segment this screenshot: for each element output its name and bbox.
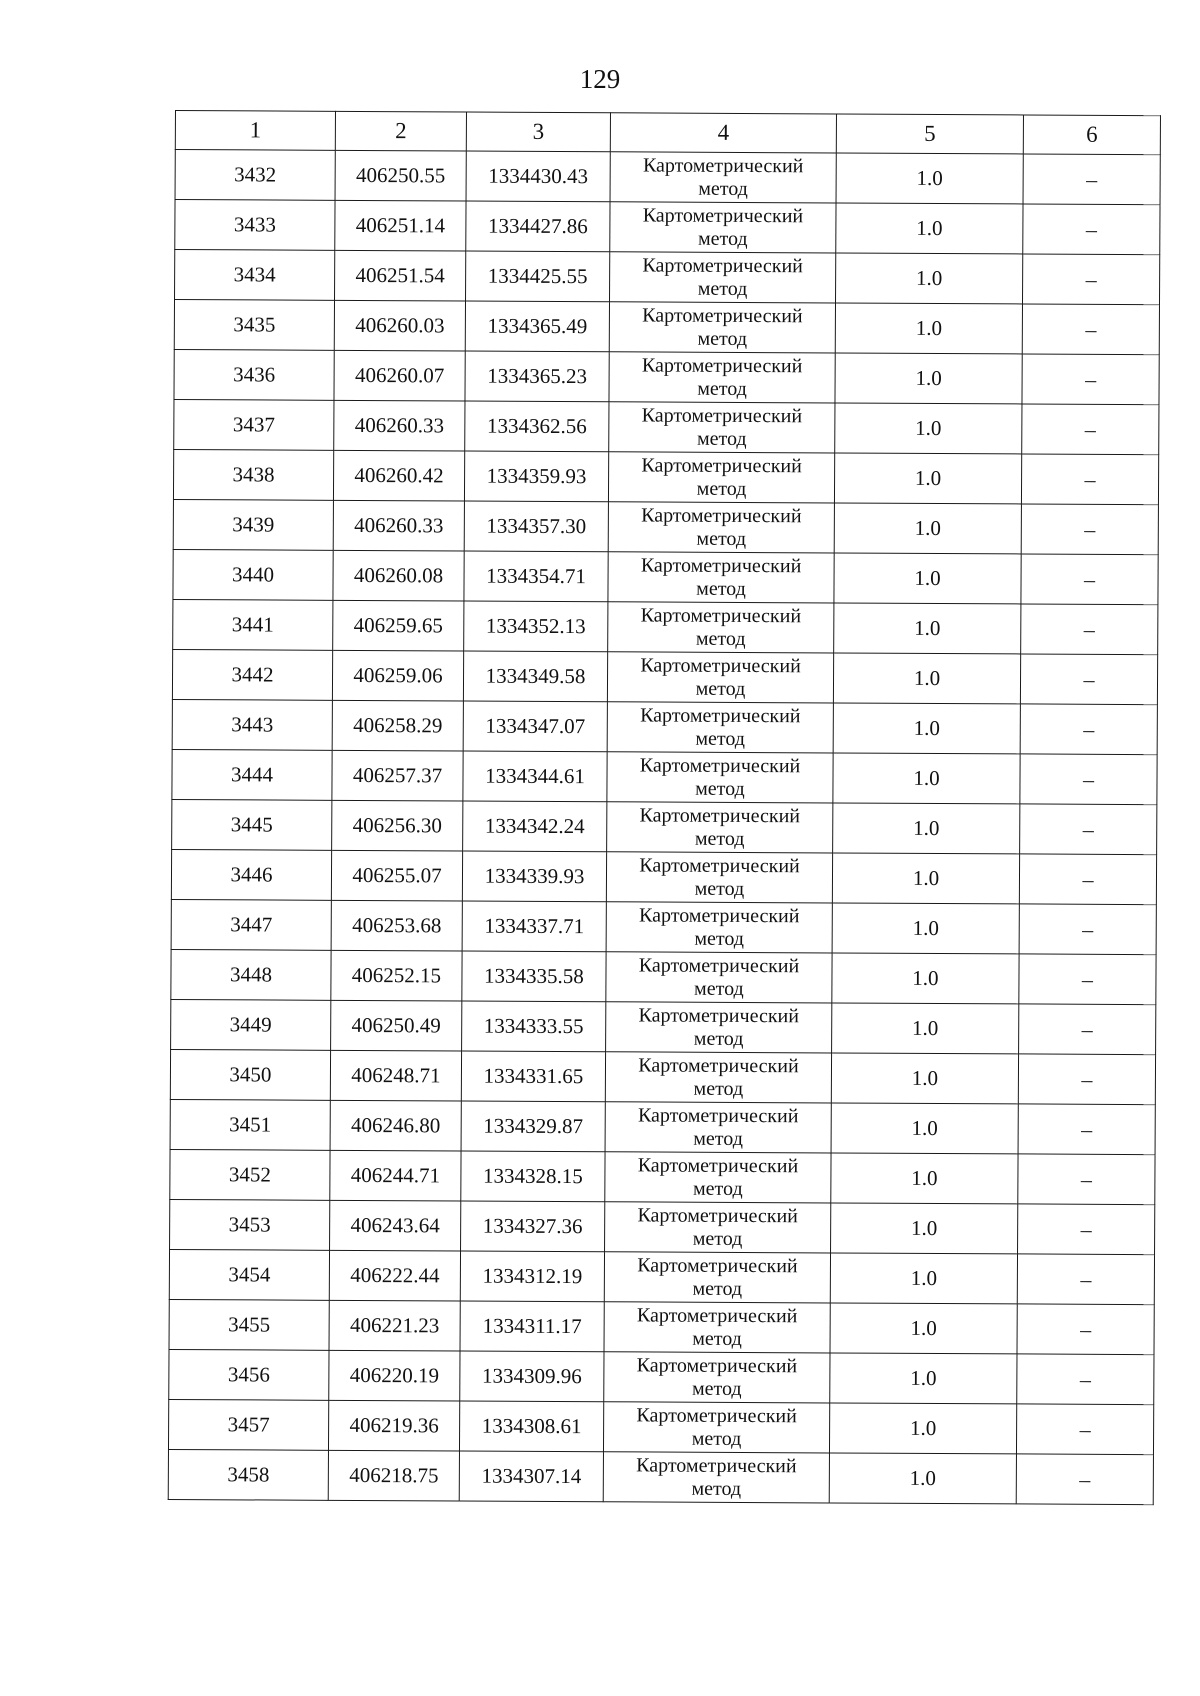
accuracy-cell: 1.0 bbox=[835, 403, 1022, 454]
accuracy-cell: 1.0 bbox=[831, 1153, 1018, 1204]
method-line-2: метод bbox=[691, 1377, 742, 1400]
table-row bbox=[170, 1149, 1155, 1204]
method-cell bbox=[604, 1252, 830, 1303]
method-cell bbox=[603, 1402, 829, 1453]
table-row bbox=[168, 1449, 1153, 1504]
point-number-cell: 3457 bbox=[168, 1399, 328, 1450]
method-line-2: метод bbox=[695, 727, 746, 750]
point-number-cell: 3437 bbox=[174, 399, 334, 450]
note-cell: – bbox=[1021, 454, 1158, 505]
header-col-4: 4 bbox=[610, 113, 836, 153]
method-line-1: Картометрический bbox=[637, 1153, 799, 1177]
y-coordinate-cell: 1334327.36 bbox=[461, 1201, 605, 1252]
point-number-cell: 3456 bbox=[169, 1349, 329, 1400]
page-number: 129 bbox=[579, 64, 621, 94]
method-cell bbox=[604, 1302, 830, 1353]
method-line-1: Картометрический bbox=[638, 953, 800, 977]
point-number-cell: 3435 bbox=[174, 300, 334, 351]
accuracy-cell: 1.0 bbox=[832, 953, 1019, 1004]
y-coordinate-cell: 1334347.07 bbox=[463, 701, 607, 752]
method-cell bbox=[608, 452, 834, 503]
table-row bbox=[168, 1399, 1153, 1454]
note-cell: – bbox=[1022, 254, 1159, 305]
table-row bbox=[172, 749, 1157, 804]
table-header-row bbox=[175, 111, 1160, 155]
point-number-cell: 3441 bbox=[173, 599, 333, 650]
x-coordinate-cell: 406250.55 bbox=[335, 150, 466, 201]
method-cell bbox=[605, 1202, 831, 1253]
table-row bbox=[171, 999, 1156, 1054]
method-line-2: метод bbox=[693, 1027, 744, 1050]
table-row bbox=[169, 1299, 1154, 1354]
accuracy-cell: 1.0 bbox=[829, 1453, 1016, 1504]
point-number-cell: 3447 bbox=[171, 899, 331, 950]
method-cell bbox=[607, 752, 833, 803]
method-line-1: Картометрический bbox=[639, 853, 800, 877]
table-body bbox=[168, 150, 1160, 1505]
point-number-cell: 3440 bbox=[173, 549, 333, 600]
accuracy-cell: 1.0 bbox=[833, 803, 1020, 854]
note-cell: – bbox=[1018, 1054, 1155, 1105]
note-cell: – bbox=[1017, 1304, 1154, 1355]
point-number-cell: 3443 bbox=[172, 699, 332, 750]
note-cell: – bbox=[1019, 1004, 1156, 1055]
note-cell: – bbox=[1020, 754, 1157, 805]
method-line-2: метод bbox=[695, 777, 745, 800]
x-coordinate-cell: 406246.80 bbox=[330, 1100, 461, 1151]
point-number-cell: 3442 bbox=[172, 649, 332, 700]
x-coordinate-cell: 406219.36 bbox=[328, 1400, 459, 1451]
point-number-cell: 3455 bbox=[169, 1299, 329, 1350]
accuracy-cell: 1.0 bbox=[830, 1353, 1017, 1404]
y-coordinate-cell: 1334365.23 bbox=[465, 351, 609, 402]
note-cell: – bbox=[1023, 204, 1160, 255]
point-number-cell: 3436 bbox=[174, 349, 334, 400]
x-coordinate-cell: 406260.33 bbox=[333, 500, 464, 551]
method-line-2: метод bbox=[696, 577, 746, 600]
point-number-cell: 3445 bbox=[172, 799, 332, 850]
y-coordinate-cell: 1334425.55 bbox=[466, 251, 610, 302]
x-coordinate-cell: 406259.06 bbox=[332, 650, 463, 701]
y-coordinate-cell: 1334342.24 bbox=[463, 801, 607, 852]
method-line-2: метод bbox=[692, 1277, 743, 1300]
method-line-2: метод bbox=[696, 477, 747, 500]
accuracy-cell: 1.0 bbox=[832, 1003, 1019, 1054]
header-col-2: 2 bbox=[335, 111, 466, 151]
table-row bbox=[172, 699, 1157, 754]
table-row bbox=[174, 349, 1159, 404]
table-row bbox=[169, 1349, 1154, 1404]
method-line-2: метод bbox=[695, 677, 746, 700]
method-cell bbox=[610, 252, 836, 303]
method-cell bbox=[607, 702, 833, 753]
point-number-cell: 3453 bbox=[170, 1199, 330, 1250]
x-coordinate-cell: 406248.71 bbox=[330, 1050, 461, 1101]
header-col-3: 3 bbox=[466, 112, 610, 152]
table-row bbox=[170, 1099, 1155, 1154]
method-line-2: метод bbox=[692, 1227, 743, 1250]
y-coordinate-cell: 1334430.43 bbox=[466, 151, 610, 202]
note-cell: – bbox=[1021, 554, 1158, 605]
y-coordinate-cell: 1334309.96 bbox=[460, 1351, 604, 1402]
table-row bbox=[171, 849, 1156, 904]
x-coordinate-cell: 406243.64 bbox=[330, 1200, 461, 1251]
note-cell: – bbox=[1022, 304, 1159, 355]
coordinates-table bbox=[168, 110, 1161, 1505]
point-number-cell: 3439 bbox=[173, 499, 333, 550]
method-line-2: метод bbox=[694, 877, 745, 900]
table-row bbox=[173, 499, 1158, 554]
method-line-1: Картометрический bbox=[640, 603, 802, 627]
accuracy-cell: 1.0 bbox=[830, 1303, 1017, 1354]
coordinates-table-container bbox=[168, 110, 1160, 1505]
method-line-1: Картометрический bbox=[636, 1353, 798, 1377]
point-number-cell: 3450 bbox=[170, 1049, 330, 1100]
x-coordinate-cell: 406260.33 bbox=[334, 400, 465, 451]
method-line-1: Картометрический bbox=[637, 1253, 798, 1277]
note-cell: – bbox=[1019, 954, 1156, 1005]
method-line-1: Картометрический bbox=[639, 753, 801, 777]
y-coordinate-cell: 1334312.19 bbox=[460, 1251, 604, 1302]
method-cell bbox=[603, 1452, 829, 1503]
accuracy-cell: 1.0 bbox=[835, 253, 1022, 304]
table-row bbox=[174, 399, 1159, 454]
x-coordinate-cell: 406260.07 bbox=[334, 350, 465, 401]
method-cell bbox=[605, 1152, 831, 1203]
note-cell: – bbox=[1022, 404, 1159, 455]
x-coordinate-cell: 406250.49 bbox=[331, 1000, 462, 1051]
method-line-1: Картометрический bbox=[642, 253, 803, 277]
method-cell bbox=[606, 1002, 832, 1053]
note-cell: – bbox=[1018, 1104, 1155, 1155]
y-coordinate-cell: 1334335.58 bbox=[462, 951, 606, 1002]
y-coordinate-cell: 1334307.14 bbox=[459, 1451, 603, 1502]
y-coordinate-cell: 1334339.93 bbox=[462, 851, 606, 902]
table-row bbox=[175, 250, 1160, 305]
method-line-1: Картометрический bbox=[641, 453, 802, 477]
point-number-cell: 3444 bbox=[172, 749, 332, 800]
table-row bbox=[173, 449, 1158, 504]
method-line-2: метод bbox=[692, 1327, 742, 1350]
accuracy-cell: 1.0 bbox=[831, 1103, 1018, 1154]
accuracy-cell: 1.0 bbox=[833, 703, 1020, 754]
accuracy-cell: 1.0 bbox=[831, 1053, 1018, 1104]
accuracy-cell: 1.0 bbox=[834, 503, 1021, 554]
accuracy-cell: 1.0 bbox=[834, 603, 1021, 654]
header-col-1: 1 bbox=[175, 111, 335, 151]
point-number-cell: 3438 bbox=[173, 449, 333, 500]
note-cell: – bbox=[1020, 654, 1157, 705]
y-coordinate-cell: 1334359.93 bbox=[464, 451, 608, 502]
table-row bbox=[171, 949, 1156, 1004]
method-cell bbox=[608, 602, 834, 653]
method-line-1: Картометрический bbox=[641, 403, 803, 427]
method-cell bbox=[610, 202, 836, 253]
x-coordinate-cell: 406222.44 bbox=[329, 1250, 460, 1301]
method-cell bbox=[607, 802, 833, 853]
method-line-2: метод bbox=[697, 327, 748, 350]
x-coordinate-cell: 406260.03 bbox=[334, 300, 465, 351]
method-cell bbox=[605, 1102, 831, 1153]
method-line-2: метод bbox=[694, 827, 745, 850]
note-cell: – bbox=[1017, 1354, 1154, 1405]
method-cell bbox=[610, 152, 836, 203]
method-cell bbox=[604, 1352, 830, 1403]
point-number-cell: 3454 bbox=[169, 1249, 329, 1300]
accuracy-cell: 1.0 bbox=[833, 653, 1020, 704]
note-cell: – bbox=[1020, 804, 1157, 855]
x-coordinate-cell: 406244.71 bbox=[330, 1150, 461, 1201]
method-cell bbox=[606, 952, 832, 1003]
note-cell: – bbox=[1017, 1254, 1154, 1305]
accuracy-cell: 1.0 bbox=[834, 453, 1021, 504]
x-coordinate-cell: 406218.75 bbox=[328, 1450, 459, 1501]
table-row bbox=[175, 150, 1160, 205]
accuracy-cell: 1.0 bbox=[831, 1203, 1018, 1254]
method-line-2: метод bbox=[691, 1427, 742, 1450]
method-cell bbox=[605, 1052, 831, 1103]
method-line-2: метод bbox=[692, 1177, 743, 1200]
method-line-1: Картометрический bbox=[641, 353, 803, 377]
table-row bbox=[175, 200, 1160, 255]
y-coordinate-cell: 1334337.71 bbox=[462, 901, 606, 952]
method-line-1: Картометрический bbox=[640, 703, 801, 727]
table-row bbox=[174, 300, 1159, 355]
header-col-5: 5 bbox=[836, 114, 1023, 154]
method-line-2: метод bbox=[694, 977, 744, 1000]
y-coordinate-cell: 1334357.30 bbox=[464, 501, 608, 552]
method-line-1: Картометрический bbox=[639, 803, 801, 827]
note-cell: – bbox=[1019, 904, 1156, 955]
note-cell: – bbox=[1018, 1154, 1155, 1205]
point-number-cell: 3451 bbox=[170, 1099, 330, 1150]
note-cell: – bbox=[1016, 1404, 1153, 1455]
y-coordinate-cell: 1334329.87 bbox=[461, 1101, 605, 1152]
point-number-cell: 3432 bbox=[175, 150, 335, 201]
note-cell: – bbox=[1022, 354, 1159, 405]
header-col-6: 6 bbox=[1023, 115, 1160, 155]
accuracy-cell: 1.0 bbox=[832, 903, 1019, 954]
y-coordinate-cell: 1334328.15 bbox=[461, 1151, 605, 1202]
method-line-2: метод bbox=[693, 1077, 744, 1100]
note-cell: – bbox=[1021, 504, 1158, 555]
y-coordinate-cell: 1334354.71 bbox=[464, 551, 608, 602]
x-coordinate-cell: 406253.68 bbox=[331, 900, 462, 951]
method-line-2: метод bbox=[697, 377, 747, 400]
y-coordinate-cell: 1334352.13 bbox=[464, 601, 608, 652]
method-line-2: метод bbox=[697, 227, 748, 250]
accuracy-cell: 1.0 bbox=[835, 303, 1022, 354]
accuracy-cell: 1.0 bbox=[833, 753, 1020, 804]
x-coordinate-cell: 406257.37 bbox=[332, 750, 463, 801]
method-line-1: Картометрический bbox=[640, 553, 802, 577]
table-row bbox=[173, 599, 1158, 654]
point-number-cell: 3458 bbox=[168, 1449, 328, 1500]
accuracy-cell: 1.0 bbox=[835, 353, 1022, 404]
x-coordinate-cell: 406220.19 bbox=[329, 1350, 460, 1401]
method-cell bbox=[607, 652, 833, 703]
y-coordinate-cell: 1334427.86 bbox=[466, 201, 610, 252]
note-cell: – bbox=[1023, 154, 1160, 205]
method-line-1: Картометрический bbox=[636, 1303, 798, 1327]
point-number-cell: 3448 bbox=[171, 949, 331, 1000]
x-coordinate-cell: 406251.14 bbox=[335, 200, 466, 251]
note-cell: – bbox=[1016, 1454, 1153, 1505]
method-cell bbox=[609, 352, 835, 403]
method-line-1: Картометрический bbox=[637, 1103, 799, 1127]
method-line-2: метод bbox=[696, 427, 747, 450]
method-line-2: метод bbox=[694, 927, 745, 950]
table-row bbox=[171, 899, 1156, 954]
note-cell: – bbox=[1020, 704, 1157, 755]
table-row bbox=[169, 1249, 1154, 1304]
method-line-1: Картометрический bbox=[638, 1003, 800, 1027]
method-line-2: метод bbox=[696, 527, 747, 550]
note-cell: – bbox=[1021, 604, 1158, 655]
method-cell bbox=[608, 502, 834, 553]
method-line-1: Картометрический bbox=[637, 1203, 798, 1227]
point-number-cell: 3452 bbox=[170, 1149, 330, 1200]
y-coordinate-cell: 1334331.65 bbox=[461, 1051, 605, 1102]
method-line-2: метод bbox=[691, 1477, 742, 1500]
y-coordinate-cell: 1334344.61 bbox=[463, 751, 607, 802]
y-coordinate-cell: 1334362.56 bbox=[465, 401, 609, 452]
x-coordinate-cell: 406252.15 bbox=[331, 950, 462, 1001]
note-cell: – bbox=[1019, 854, 1156, 905]
table-row bbox=[173, 549, 1158, 604]
method-line-2: метод bbox=[697, 277, 748, 300]
method-cell bbox=[609, 402, 835, 453]
x-coordinate-cell: 406251.54 bbox=[335, 250, 466, 301]
method-line-1: Картометрический bbox=[636, 1403, 797, 1427]
accuracy-cell: 1.0 bbox=[830, 1253, 1017, 1304]
method-cell bbox=[609, 302, 835, 353]
y-coordinate-cell: 1334349.58 bbox=[463, 651, 607, 702]
y-coordinate-cell: 1334308.61 bbox=[459, 1401, 603, 1452]
method-line-1: Картометрический bbox=[636, 1453, 797, 1477]
accuracy-cell: 1.0 bbox=[836, 153, 1023, 204]
method-line-1: Картометрический bbox=[640, 653, 801, 677]
x-coordinate-cell: 406260.42 bbox=[333, 450, 464, 501]
method-line-1: Картометрический bbox=[642, 303, 803, 327]
method-line-2: метод bbox=[693, 1127, 743, 1150]
method-line-1: Картометрический bbox=[638, 1053, 799, 1077]
point-number-cell: 3434 bbox=[175, 250, 335, 301]
note-cell: – bbox=[1018, 1204, 1155, 1255]
method-cell bbox=[606, 902, 832, 953]
x-coordinate-cell: 406221.23 bbox=[329, 1300, 460, 1351]
y-coordinate-cell: 1334365.49 bbox=[465, 301, 609, 352]
method-line-1: Картометрический bbox=[642, 153, 804, 177]
table-row bbox=[170, 1199, 1155, 1254]
table-row bbox=[172, 799, 1157, 854]
y-coordinate-cell: 1334333.55 bbox=[462, 1001, 606, 1052]
point-number-cell: 3433 bbox=[175, 200, 335, 251]
point-number-cell: 3446 bbox=[171, 849, 331, 900]
method-cell bbox=[606, 852, 832, 903]
table-row bbox=[172, 649, 1157, 704]
x-coordinate-cell: 406260.08 bbox=[333, 550, 464, 601]
accuracy-cell: 1.0 bbox=[836, 203, 1023, 254]
x-coordinate-cell: 406258.29 bbox=[332, 700, 463, 751]
y-coordinate-cell: 1334311.17 bbox=[460, 1301, 604, 1352]
method-line-1: Картометрический bbox=[638, 903, 800, 927]
accuracy-cell: 1.0 bbox=[834, 553, 1021, 604]
method-cell bbox=[608, 552, 834, 603]
x-coordinate-cell: 406259.65 bbox=[333, 600, 464, 651]
method-line-2: метод bbox=[698, 177, 748, 200]
x-coordinate-cell: 406255.07 bbox=[331, 850, 462, 901]
accuracy-cell: 1.0 bbox=[832, 853, 1019, 904]
table-row bbox=[170, 1049, 1155, 1104]
method-line-1: Картометрический bbox=[641, 503, 802, 527]
accuracy-cell: 1.0 bbox=[829, 1403, 1016, 1454]
method-line-1: Картометрический bbox=[642, 203, 804, 227]
method-line-2: метод bbox=[695, 627, 746, 650]
point-number-cell: 3449 bbox=[171, 999, 331, 1050]
x-coordinate-cell: 406256.30 bbox=[332, 800, 463, 851]
